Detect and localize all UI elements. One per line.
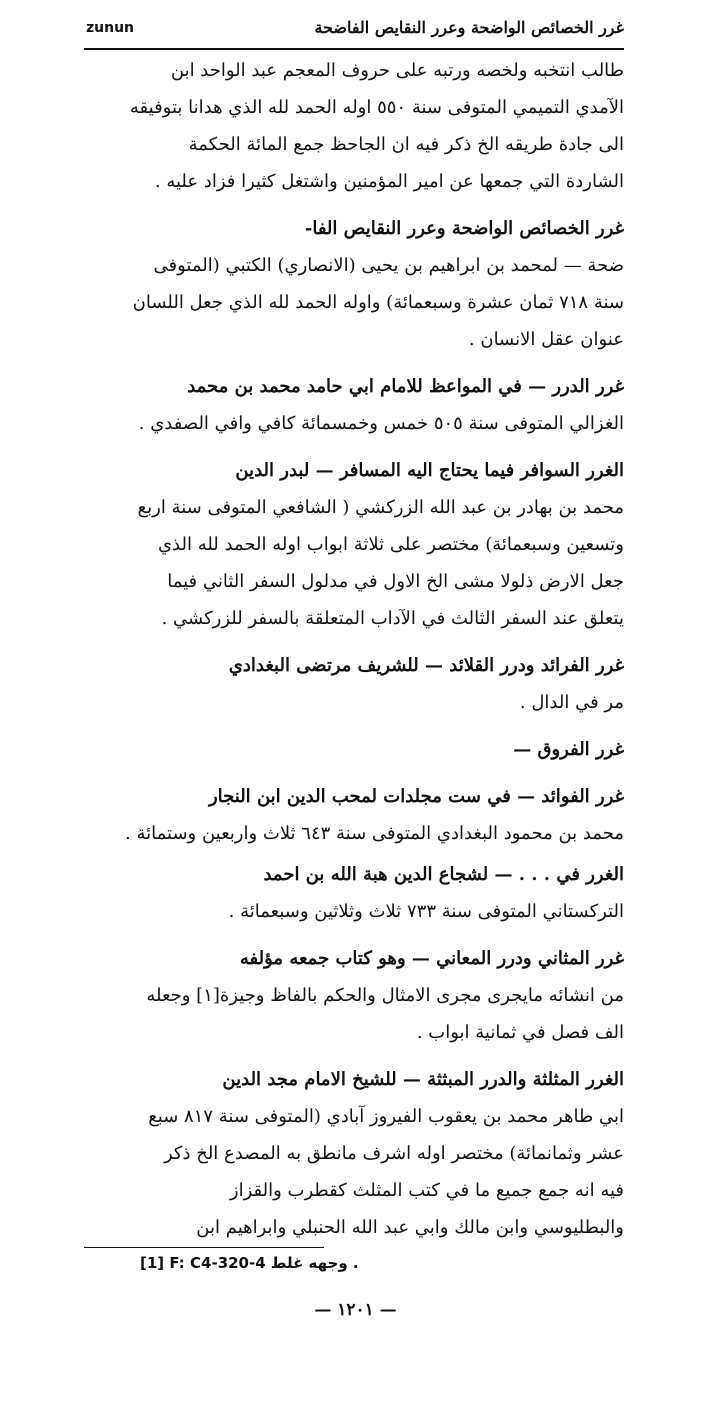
entry-1 [84,210,624,358]
entry-line: عنوان عقل الانسان . [468,329,624,350]
entry-5 [84,731,624,768]
entry-line: محمد بن محمود البغدادي المتوفى سنة ٦٤٣ ثلاث واربعين وستمائة . [125,823,624,844]
footnote: [1] F: C4-320-4 وجهه غلط . [140,1254,359,1272]
entry-0 [84,52,624,200]
entry-line: مر في الدال . [519,692,624,713]
entry-line: طالب انتخبه ولخصه ورتبه على حروف المعجم عبد الواحد ابن [170,60,624,81]
entry-headword-line: غرر المثاني ودرر المعاني — وهو كتاب جمعه مؤلفه [239,948,624,969]
entry-line: جعل الارض ذلولا مشى الخ الاول في مدلول السفر الثاني فيما [167,571,624,592]
entry-2 [84,368,624,442]
entry-line: الآمدي التميمي المتوفى سنة ٥٥٠ اوله الحمد لله الذي هدانا بتوفيقه [129,97,624,118]
page-body [84,52,624,1250]
entry-line: ضحة — لمحمد بن ابراهيم بن يحيى (الانصاري) الكتبي (المتوفى [153,255,624,276]
entry-line: الى جادة طريقه الخ ذكر فيه ان الجاحظ جمع المائة الحكمة [188,134,624,155]
running-header [84,14,624,50]
entry-7 [84,856,624,930]
entry-headword-line: غرر الفوائد — في ست مجلدات لمحب الدين ابن النجار [208,786,624,807]
entry-8 [84,940,624,1051]
entry-line: من انشائه مايجرى مجرى الامثال والحكم بالفاظ وجيزة[١] وجعله [146,985,624,1006]
entry-line: يتعلق عند السفر الثالث في الآداب المتعلقة بالسفر للزركشي . [161,608,624,629]
entry-line: ابي طاهر محمد بن يعقوب الفيروز آبادي (المتوفى سنة ٨١٧ سبع [148,1106,624,1127]
entry-line: والبطليوسي وابن مالك وابي عبد الله الحنبلي وابراهيم ابن [196,1217,624,1238]
entry-line: محمد بن بهادر بن عبد الله الزركشي ( الشافعي المتوفى سنة اربع [137,497,624,518]
page-number: — ١٢٠١ — [314,1300,397,1320]
entry-line: الف فصل في ثمانية ابواب . [416,1022,624,1043]
entry-line: فيه انه جمع جميع ما في كتب المثلث كقطرب والقزاز [229,1180,624,1201]
entry-line: التركستاني المتوفى سنة ٧٣٣ ثلاث وثلاثين وسبعمائة . [228,901,624,922]
running-title: غرر الخصائص الواضحة وعرر النقايص الفاضحة [314,18,624,37]
footnote-divider [84,1247,324,1248]
entry-line: وتسعين وسبعمائة) مختصر على ثلاثة ابواب اوله الحمد لله الذي [157,534,624,555]
running-catchword: zunun [86,20,135,36]
entry-line: الغزالي المتوفى سنة ٥٠٥ خمس وخمسمائة كافي وافي الصفدي . [138,413,624,434]
entry-9 [84,1061,624,1246]
entry-headword-line: غرر الدرر — في المواعظ للامام ابي حامد محمد بن محمد [187,376,624,397]
entry-line: سنة ٧١٨ ثمان عشرة وسبعمائة) واوله الحمد لله الذي جعل اللسان [132,292,624,313]
entry-headword-line: الغرر في . . . — لشجاع الدين هبة الله بن احمد [263,864,624,885]
entry-3 [84,452,624,637]
entry-headword-line: غرر الخصائص الواضحة وعرر النقايص الفا- [304,218,624,239]
entry-headword-line: غرر الفرائد ودرر القلائد — للشريف مرتضى البغدادي [228,655,624,676]
entry-headword-line: الغرر المثلثة والدرر المبثثة — للشيخ الامام مجد الدين [222,1069,624,1090]
entry-4 [84,647,624,721]
entry-headword-line: غرر الفروق — [513,739,624,760]
entry-line: عشر وثمانمائة) مختصر اوله اشرف مانطق به المصدع الخ ذكر [163,1143,624,1164]
entry-line: الشاردة التي جمعها عن امير المؤمنين واشتغل كثيرا فزاد عليه . [154,171,624,192]
entry-6 [84,778,624,852]
entry-headword-line: الغرر السوافر فيما يحتاج اليه المسافر — لبدر الدين [235,460,624,481]
